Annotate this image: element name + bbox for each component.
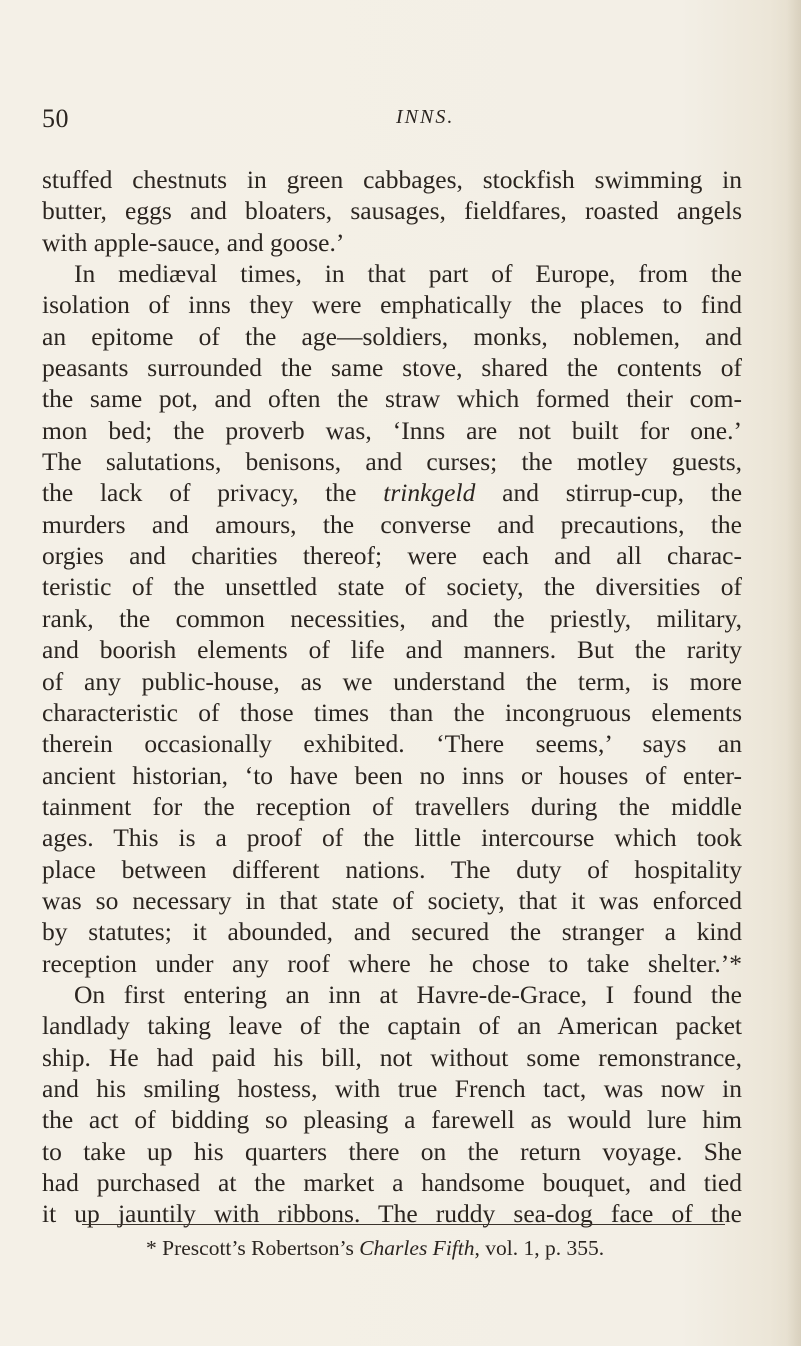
text-line: ages. This is a proof of the little intercourse which took (42, 823, 742, 853)
text-line: the lack of privacy, the trinkgeld and stirrup-cup, the (42, 478, 742, 508)
text-line: and his smiling hostess, with true French tact, was now in (42, 1073, 742, 1103)
text-line: characteristic of those times than the incongruous elements (42, 697, 742, 727)
text-line: mon bed; the proverb was, ‘Inns are not built for one.’ (42, 415, 742, 445)
footnote-book-title: Charles Fifth (359, 1236, 475, 1260)
text-line: butter, eggs and bloaters, sausages, fieldfares, roasted angels (42, 196, 742, 226)
text-line: peasants surrounded the same stove, shared the contents of (42, 353, 742, 383)
footnote-rule (82, 1224, 725, 1225)
text-line: The salutations, benisons, and curses; the motley guests, (42, 447, 742, 477)
text-line: it up jauntily with ribbons. The ruddy sea-dog face of the (42, 1199, 742, 1229)
text-line: tainment for the reception of travellers during the middle (42, 791, 742, 821)
page-header (42, 104, 742, 144)
text-line: to take up his quarters there on the return voyage. She (42, 1136, 742, 1166)
page-edge-shadow (787, 0, 801, 1346)
footnote: * Prescott’s Robertson’s Charles Fifth, vol. 1, p. 355. (146, 1236, 605, 1260)
text-line: an epitome of the age—soldiers, monks, noblemen, and (42, 321, 742, 351)
text-line: had purchased at the market a handsome bouquet, and tied (42, 1168, 742, 1197)
text-line: teristic of the unsettled state of society, the diversities of (42, 572, 742, 602)
text-line: of any public-house, as we understand the term, is more (42, 666, 742, 696)
text-line: the same pot, and often the straw which formed their com- (42, 384, 742, 414)
text-line: landlady taking leave of the captain of an American packet (42, 1011, 742, 1041)
text-line: reception under any roof where he chose to take shelter.’* (42, 948, 742, 978)
text-line: rank, the common necessities, and the priestly, military, (42, 603, 742, 633)
text-line: orgies and charities thereof; were each and all charac- (42, 541, 742, 571)
paragraph-start-line: On first entering an inn at Havre-de-Grace, I found the (74, 979, 742, 1009)
text-line: and boorish elements of life and manners. But the rarity (42, 635, 742, 665)
text-line: place between different nations. The duty of hospitality (42, 854, 742, 884)
text-line: stuffed chestnuts in green cabbages, stockfish swimming in (42, 165, 742, 194)
text-line: ancient historian, ‘to have been no inns or houses of enter- (42, 760, 742, 790)
page-number: 50 (42, 104, 69, 133)
body-text (42, 164, 742, 1230)
text-line: isolation of inns they were emphatically the places to find (42, 290, 742, 320)
text-line: therein occasionally exhibited. ‘There seems,’ says an (42, 729, 742, 759)
italic-term: trinkgeld (383, 478, 476, 508)
paragraph-start-line: In mediæval times, in that part of Europe, from the (74, 259, 742, 289)
text-line: by statutes; it abounded, and secured the stranger a kind (42, 917, 742, 947)
text-line: murders and amours, the converse and precautions, the (42, 509, 742, 539)
text-line: ship. He had paid his bill, not without some remonstrance, (42, 1042, 742, 1072)
text-line: was so necessary in that state of society, that it was enforced (42, 885, 742, 915)
running-title: INNS. (396, 106, 455, 128)
text-line: the act of bidding so pleasing a farewell as would lure him (42, 1105, 742, 1135)
text-line: with apple-sauce, and goose.’ (42, 227, 345, 257)
